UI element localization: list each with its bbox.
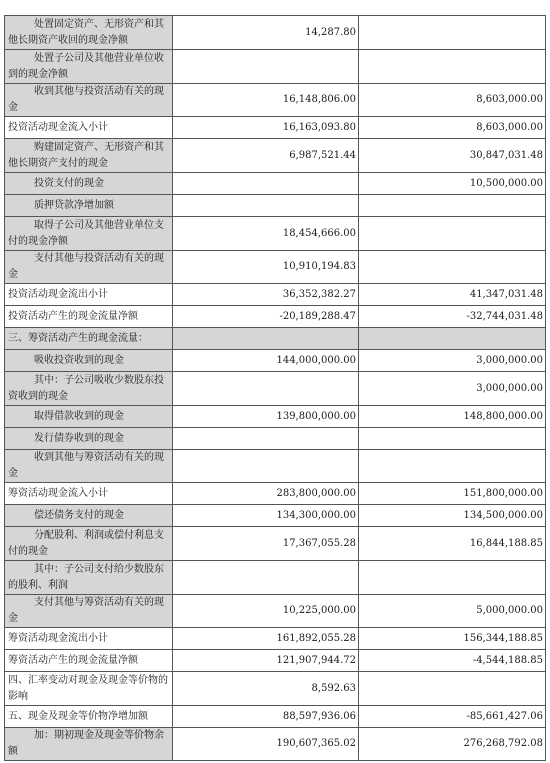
row-label: 加：期初现金及现金等价物余额 [8, 730, 164, 757]
prior-period-value [359, 50, 546, 84]
row-label-cell [5, 728, 173, 761]
prior-period-value: 8,603,000.00 [359, 117, 546, 139]
current-period-value: 16,163,093.80 [173, 117, 359, 139]
current-period-value: 18,454,666.00 [173, 217, 359, 251]
row-label-cell [5, 450, 173, 483]
row-label-cell [5, 350, 173, 372]
prior-period-value [359, 428, 546, 450]
row-label-cell [5, 284, 173, 306]
row-label: 质押贷款净增加额 [34, 199, 114, 211]
table-row [5, 706, 546, 728]
row-label: 支付其他与筹资活动有关的现金 [8, 597, 164, 624]
prior-period-value: 3,000,000.00 [359, 350, 546, 372]
cash-flow-table [4, 15, 546, 761]
row-label: 其中：子公司吸收少数股东投资收到的现金 [8, 374, 164, 402]
row-label-cell [5, 628, 173, 650]
row-label: 处置固定资产、无形资产和其他长期资产收回的现金净额 [8, 18, 164, 46]
row-label: 三、筹资活动产生的现金流量： [8, 332, 148, 344]
prior-period-value: -85,661,427.06 [359, 706, 546, 728]
row-label-cell [5, 306, 173, 328]
table-row [5, 450, 546, 483]
row-label-cell [5, 117, 173, 139]
row-label-cell [5, 50, 173, 84]
row-label-cell [5, 251, 173, 284]
current-period-value: 10,910,194.83 [173, 251, 359, 284]
table-row [5, 672, 546, 706]
row-label: 分配股利、利润或偿付利息支付的现金 [8, 529, 164, 557]
prior-period-value [359, 328, 546, 350]
row-label: 支付其他与投资活动有关的现金 [8, 253, 164, 280]
row-label: 五、现金及现金等价物净增加额 [8, 710, 148, 722]
row-label-cell [5, 595, 173, 628]
row-label: 投资活动现金流出小计 [8, 288, 108, 300]
current-period-value: 6,987,521.44 [173, 139, 359, 173]
row-label-cell [5, 527, 173, 561]
section-header-row [5, 328, 546, 350]
row-label: 收到其他与筹资活动有关的现金 [8, 452, 164, 479]
row-label: 筹资活动现金流入小计 [8, 487, 108, 499]
current-period-value: 161,892,055.28 [173, 628, 359, 650]
table-row [5, 217, 546, 251]
row-label-cell [5, 483, 173, 505]
table-row [5, 650, 546, 672]
row-label: 投资支付的现金 [34, 177, 104, 189]
current-period-value: 139,800,000.00 [173, 406, 359, 428]
row-label-cell [5, 505, 173, 527]
table-row [5, 728, 546, 761]
current-period-value [173, 173, 359, 195]
row-label-cell [5, 195, 173, 217]
row-label: 筹资活动产生的现金流量净额 [8, 654, 138, 666]
current-period-value: -20,189,288.47 [173, 306, 359, 328]
row-label: 投资活动产生的现金流量净额 [8, 310, 138, 322]
table-row [5, 406, 546, 428]
prior-period-value: 5,000,000.00 [359, 595, 546, 628]
row-label: 四、汇率变动对现金及现金等价物的影响 [8, 674, 168, 702]
row-label: 取得子公司及其他营业单位支付的现金净额 [8, 219, 164, 247]
prior-period-value [359, 450, 546, 483]
row-label-cell [5, 706, 173, 728]
table-row [5, 117, 546, 139]
prior-period-value: 8,603,000.00 [359, 84, 546, 117]
prior-period-value: 3,000,000.00 [359, 372, 546, 406]
current-period-value: 88,597,936.06 [173, 706, 359, 728]
row-label: 吸收投资收到的现金 [34, 354, 124, 366]
row-label-cell [5, 372, 173, 406]
row-label-cell [5, 650, 173, 672]
prior-period-value: 41,347,031.48 [359, 284, 546, 306]
current-period-value [173, 195, 359, 217]
prior-period-value: 30,847,031.48 [359, 139, 546, 173]
table-row [5, 628, 546, 650]
row-label: 收到其他与投资活动有关的现金 [8, 86, 164, 113]
current-period-value [173, 50, 359, 84]
prior-period-value: 156,344,188.85 [359, 628, 546, 650]
table-row [5, 173, 546, 195]
table-row [5, 483, 546, 505]
table-row [5, 16, 546, 50]
row-label: 处置子公司及其他营业单位收到的现金净额 [8, 52, 164, 80]
table-row [5, 527, 546, 561]
current-period-value [173, 561, 359, 595]
current-period-value [173, 428, 359, 450]
current-period-value: 36,352,382.27 [173, 284, 359, 306]
row-label-cell [5, 16, 173, 50]
current-period-value: 8,592.63 [173, 672, 359, 706]
cash-flow-table-body [5, 16, 546, 761]
current-period-value: 16,148,806.00 [173, 84, 359, 117]
row-label: 筹资活动现金流出小计 [8, 632, 108, 644]
row-label: 取得借款收到的现金 [34, 410, 124, 422]
prior-period-value: -32,744,031.48 [359, 306, 546, 328]
prior-period-value [359, 672, 546, 706]
prior-period-value: 276,268,792.08 [359, 728, 546, 761]
table-row [5, 372, 546, 406]
table-row [5, 306, 546, 328]
prior-period-value [359, 195, 546, 217]
prior-period-value [359, 561, 546, 595]
row-label: 投资活动现金流入小计 [8, 121, 108, 133]
table-row [5, 428, 546, 450]
row-label-cell [5, 406, 173, 428]
prior-period-value: 10,500,000.00 [359, 173, 546, 195]
table-row [5, 595, 546, 628]
table-row [5, 139, 546, 173]
row-label: 发行债券收到的现金 [34, 432, 124, 444]
current-period-value: 17,367,055.28 [173, 527, 359, 561]
row-label-cell [5, 328, 173, 350]
current-period-value: 121,907,944.72 [173, 650, 359, 672]
prior-period-value: 151,800,000.00 [359, 483, 546, 505]
row-label-cell [5, 139, 173, 173]
table-row [5, 561, 546, 595]
prior-period-value [359, 217, 546, 251]
row-label: 其中：子公司支付给少数股东的股利、利润 [8, 563, 164, 591]
prior-period-value: 16,844,188.85 [359, 527, 546, 561]
current-period-value: 144,000,000.00 [173, 350, 359, 372]
current-period-value: 14,287.80 [173, 16, 359, 50]
current-period-value [173, 328, 359, 350]
table-row [5, 350, 546, 372]
row-label-cell [5, 672, 173, 706]
prior-period-value: -4,544,188.85 [359, 650, 546, 672]
row-label: 偿还债务支付的现金 [34, 509, 124, 521]
current-period-value [173, 450, 359, 483]
current-period-value: 134,300,000.00 [173, 505, 359, 527]
row-label-cell [5, 173, 173, 195]
row-label: 购建固定资产、无形资产和其他长期资产支付的现金 [8, 141, 164, 169]
table-row [5, 251, 546, 284]
table-row [5, 50, 546, 84]
prior-period-value: 134,500,000.00 [359, 505, 546, 527]
table-row [5, 195, 546, 217]
row-label-cell [5, 217, 173, 251]
prior-period-value [359, 16, 546, 50]
row-label-cell [5, 561, 173, 595]
table-row [5, 284, 546, 306]
row-label-cell [5, 84, 173, 117]
current-period-value [173, 372, 359, 406]
prior-period-value: 148,800,000.00 [359, 406, 546, 428]
prior-period-value [359, 251, 546, 284]
current-period-value: 190,607,365.02 [173, 728, 359, 761]
table-row [5, 505, 546, 527]
current-period-value: 283,800,000.00 [173, 483, 359, 505]
table-row [5, 84, 546, 117]
current-period-value: 10,225,000.00 [173, 595, 359, 628]
row-label-cell [5, 428, 173, 450]
